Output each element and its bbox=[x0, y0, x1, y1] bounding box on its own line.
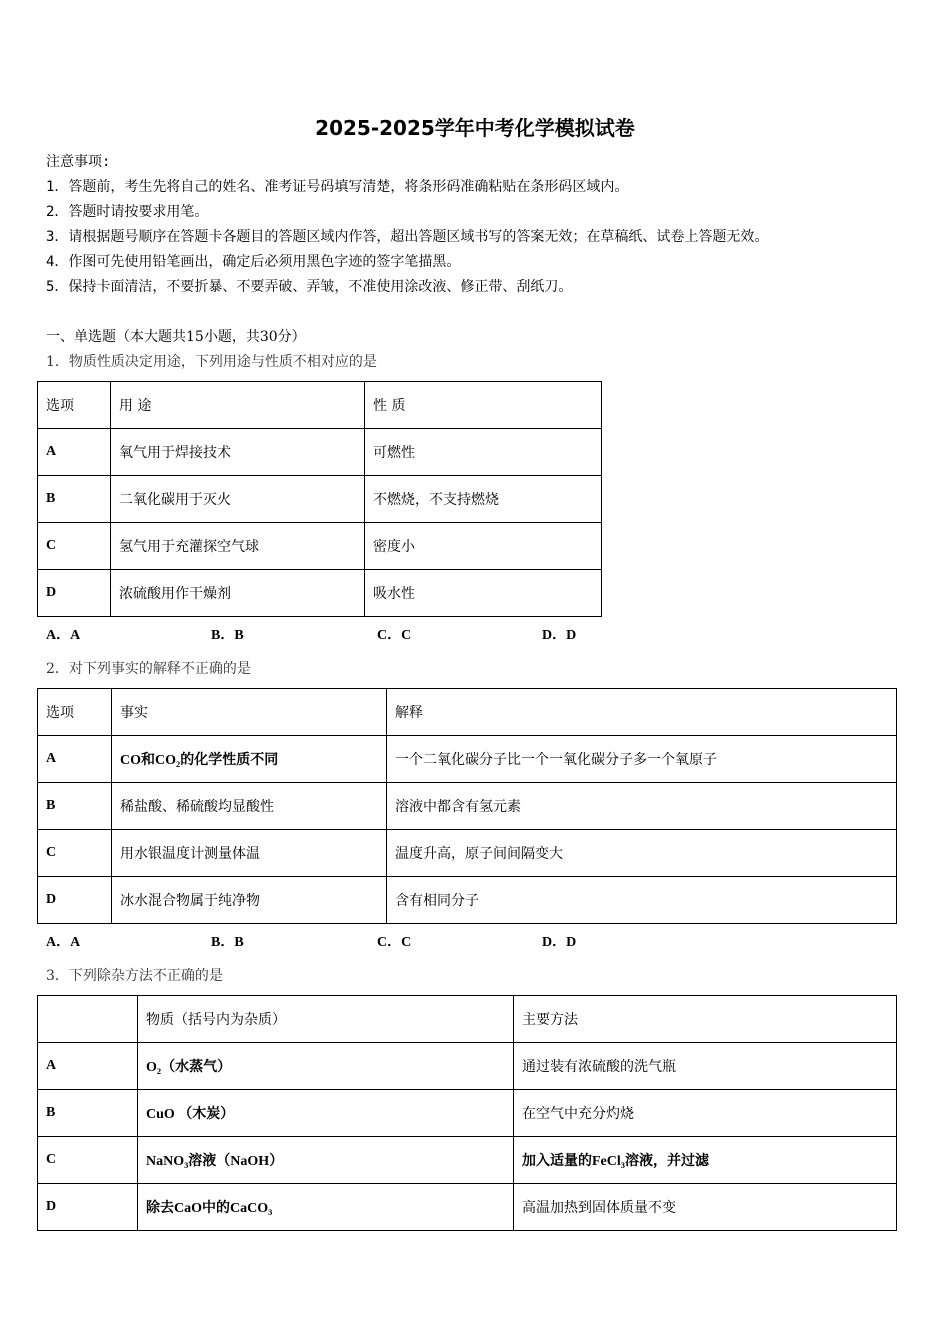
option-cell: A bbox=[38, 736, 112, 783]
header-cell: 事实 bbox=[112, 689, 387, 736]
header-cell: 解释 bbox=[387, 689, 897, 736]
option-cell: B bbox=[38, 1090, 138, 1137]
fact-cell: 稀盐酸、稀硫酸均显酸性 bbox=[112, 783, 387, 830]
explanation-cell: 温度升高，原子间间隔变大 bbox=[387, 830, 897, 877]
table-row bbox=[38, 877, 897, 924]
explanation-cell: 溶液中都含有氢元素 bbox=[387, 783, 897, 830]
table-row bbox=[38, 476, 602, 523]
table-row bbox=[38, 830, 897, 877]
question-3-table bbox=[37, 995, 897, 1231]
choice-a[interactable]: A．A bbox=[46, 935, 81, 950]
header-cell: 物质（括号内为杂质） bbox=[138, 996, 514, 1043]
question-2-table bbox=[37, 688, 897, 924]
header-cell: 选项 bbox=[38, 689, 112, 736]
section-heading: 一、单选题（本大题共15小题，共30分） bbox=[46, 329, 306, 345]
notice-item: 3．请根据题号顺序在答题卡各题目的答题区域内作答，超出答题区域书写的答案无效；在草稿纸、试卷上答题无效。 bbox=[46, 229, 769, 245]
table-row bbox=[38, 429, 602, 476]
substance-cell: 除去CaO中的CaCO₃ bbox=[138, 1184, 514, 1231]
option-cell: C bbox=[38, 830, 112, 877]
property-cell: 不燃烧，不支持燃烧 bbox=[365, 476, 602, 523]
table-row bbox=[38, 523, 602, 570]
option-cell: B bbox=[38, 476, 111, 523]
option-cell: A bbox=[38, 1043, 138, 1090]
notice-item: 5．保持卡面清洁，不要折暴、不要弄破、弄皱，不准使用涂改液、修正带、刮纸刀。 bbox=[46, 279, 573, 295]
header-cell: 性 质 bbox=[365, 382, 602, 429]
question-3-text: 3．下列除杂方法不正确的是 bbox=[46, 968, 223, 984]
table-row bbox=[38, 783, 897, 830]
page-title: 2025-2025学年中考化学模拟试卷 bbox=[315, 116, 635, 140]
choice-c[interactable]: C．C bbox=[377, 935, 412, 950]
notice-item: 1．答题前，考生先将自己的姓名、准考证号码填写清楚，将条形码准确粘贴在条形码区域内。 bbox=[46, 179, 629, 195]
question-1-table bbox=[37, 381, 602, 617]
table-header-row bbox=[38, 382, 602, 429]
use-cell: 氧气用于焊接技术 bbox=[111, 429, 365, 476]
method-cell: 通过装有浓硫酸的洗气瓶 bbox=[514, 1043, 897, 1090]
notice-item: 4．作图可先使用铅笔画出，确定后必须用黑色字迹的签字笔描黑。 bbox=[46, 254, 461, 270]
choice-d[interactable]: D．D bbox=[542, 628, 577, 643]
method-cell: 高温加热到固体质量不变 bbox=[514, 1184, 897, 1231]
table-header-row bbox=[38, 996, 897, 1043]
option-cell: B bbox=[38, 783, 112, 830]
notice-heading: 注意事项: bbox=[46, 154, 111, 170]
option-cell: D bbox=[38, 877, 112, 924]
property-cell: 吸水性 bbox=[365, 570, 602, 617]
question-1-text: 1．物质性质决定用途，下列用途与性质不相对应的是 bbox=[46, 354, 377, 370]
table-row bbox=[38, 570, 602, 617]
choice-c[interactable]: C．C bbox=[377, 628, 412, 643]
fact-cell: 冰水混合物属于纯净物 bbox=[112, 877, 387, 924]
choice-d[interactable]: D．D bbox=[542, 935, 577, 950]
header-cell bbox=[38, 996, 138, 1043]
option-cell: C bbox=[38, 523, 111, 570]
table-row bbox=[38, 1090, 897, 1137]
choice-a[interactable]: A．A bbox=[46, 628, 81, 643]
notice-block bbox=[46, 150, 926, 300]
choice-b[interactable]: B．B bbox=[211, 935, 244, 950]
use-cell: 二氧化碳用于灭火 bbox=[111, 476, 365, 523]
method-cell: 加入适量的FeCl₃溶液，并过滤 bbox=[514, 1137, 897, 1184]
substance-cell: CuO （木炭） bbox=[138, 1090, 514, 1137]
table-row bbox=[38, 736, 897, 783]
property-cell: 密度小 bbox=[365, 523, 602, 570]
table-row bbox=[38, 1043, 897, 1090]
option-cell: A bbox=[38, 429, 111, 476]
notice-item: 2．答题时请按要求用笔。 bbox=[46, 204, 209, 220]
fact-cell: 用水银温度计测量体温 bbox=[112, 830, 387, 877]
substance-cell: NaNO₃溶液（NaOH） bbox=[138, 1137, 514, 1184]
header-cell: 用 途 bbox=[111, 382, 365, 429]
table-row bbox=[38, 1184, 897, 1231]
option-cell: C bbox=[38, 1137, 138, 1184]
use-cell: 氢气用于充灌探空气球 bbox=[111, 523, 365, 570]
option-cell: D bbox=[38, 570, 111, 617]
table-header-row bbox=[38, 689, 897, 736]
explanation-cell: 一个二氧化碳分子比一个一氧化碳分子多一个氧原子 bbox=[387, 736, 897, 783]
option-cell: D bbox=[38, 1184, 138, 1231]
method-cell: 在空气中充分灼烧 bbox=[514, 1090, 897, 1137]
question-2-text: 2．对下列事实的解释不正确的是 bbox=[46, 661, 251, 677]
substance-cell: O₂（水蒸气） bbox=[138, 1043, 514, 1090]
use-cell: 浓硫酸用作干燥剂 bbox=[111, 570, 365, 617]
explanation-cell: 含有相同分子 bbox=[387, 877, 897, 924]
choice-b[interactable]: B．B bbox=[211, 628, 244, 643]
table-row bbox=[38, 1137, 897, 1184]
property-cell: 可燃性 bbox=[365, 429, 602, 476]
fact-cell: CO和CO₂的化学性质不同 bbox=[112, 736, 387, 783]
header-cell: 主要方法 bbox=[514, 996, 897, 1043]
header-cell: 选项 bbox=[38, 382, 111, 429]
